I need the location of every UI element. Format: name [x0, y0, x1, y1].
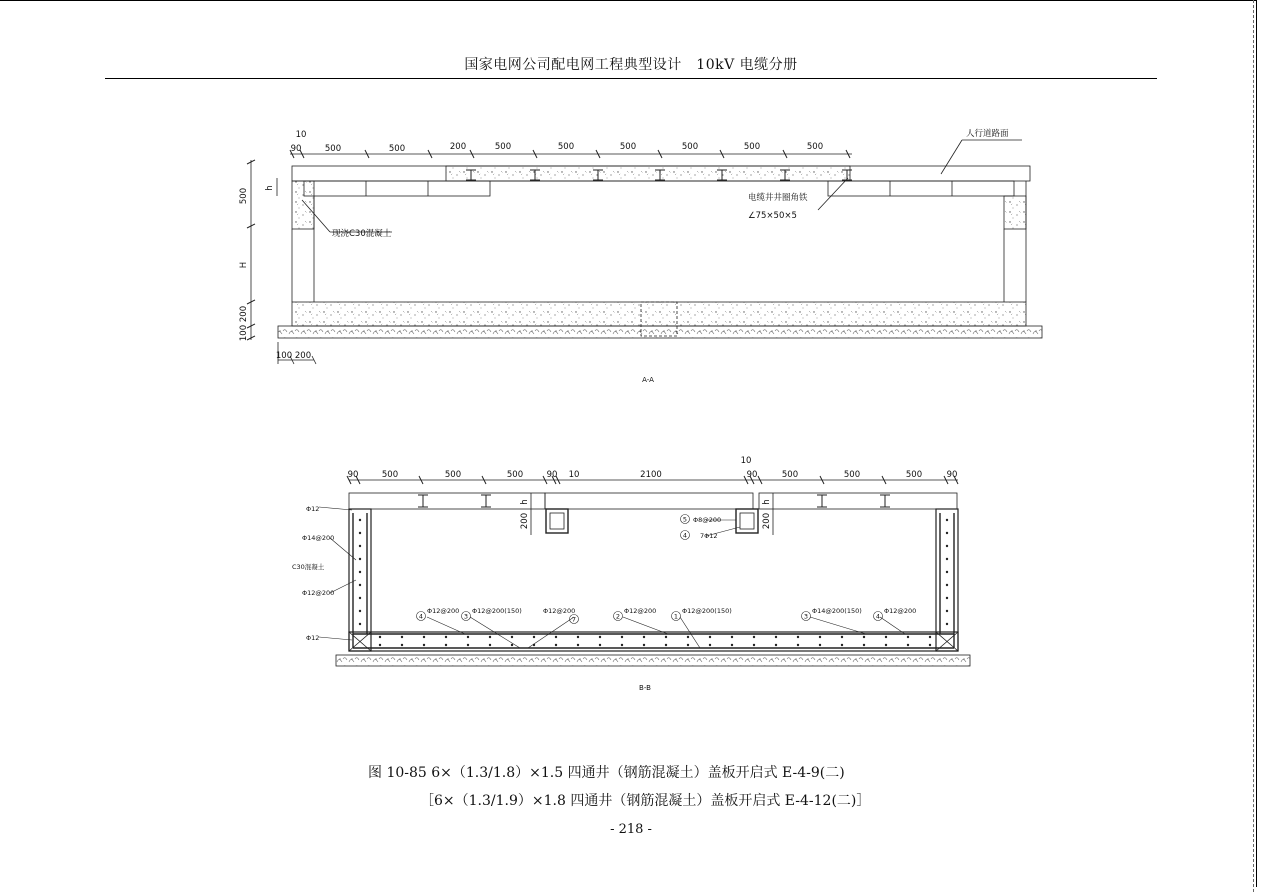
- bb-rebar-dots: [359, 519, 948, 646]
- bb-left-label-0: Φ12: [306, 505, 320, 513]
- rebar-dot: [709, 644, 711, 646]
- bb-rebar-labels: [417, 512, 917, 624]
- bb-dim-10: 500: [905, 470, 923, 480]
- bb-dim-4: 90: [546, 470, 558, 480]
- aa-dim-side-h: h: [265, 185, 275, 191]
- page-number: - 218 -: [610, 822, 652, 837]
- rebar-dot: [643, 644, 645, 646]
- rebar-dot: [946, 545, 948, 547]
- aa-dim-top-0: 500: [324, 144, 342, 154]
- bb-dim-1: 500: [381, 470, 399, 480]
- rebar-dot: [359, 571, 361, 573]
- aa-dim-top-2: 200: [449, 142, 467, 152]
- bb-dim-3: 500: [506, 470, 524, 480]
- rebar-dot: [533, 644, 535, 646]
- bb-beam-label-0: Φ8@200: [693, 516, 722, 524]
- rebar-dot: [359, 532, 361, 534]
- bb-dim-7: 90: [746, 470, 758, 480]
- aa-dim-top-7: 500: [743, 142, 761, 152]
- bb-dim-h-left: h: [520, 499, 530, 505]
- aa-concrete-label: 现浇C30混凝土: [332, 229, 392, 239]
- aa-dim-top-3: 500: [494, 142, 512, 152]
- aa-dim-top-6: 500: [681, 142, 699, 152]
- rebar-dot: [359, 558, 361, 560]
- bb-section-label: B-B: [639, 684, 651, 692]
- bb-dim-10-top: 10: [740, 456, 752, 466]
- figure-caption-line1: 图 10-85 6×（1.3/1.8）×1.5 四通井（钢筋混凝土）盖板开启式 E-4-9(二): [368, 765, 845, 781]
- bb-dim-5: 10: [568, 470, 580, 480]
- aa-section-label: A-A: [642, 376, 654, 384]
- bb-beam-left: [546, 509, 568, 533]
- bb-marker-1: 3: [463, 612, 469, 621]
- rebar-dot: [445, 644, 447, 646]
- rebar-dot: [621, 636, 623, 638]
- rebar-dot: [687, 636, 689, 638]
- bb-marker-3: 2: [615, 612, 621, 621]
- bb-dim-9: 500: [843, 470, 861, 480]
- rebar-dot: [863, 644, 865, 646]
- rebar-dot: [359, 623, 361, 625]
- rebar-dot: [599, 636, 601, 638]
- aa-dim-bottom-0: 100: [275, 351, 293, 361]
- bb-beam-right: [736, 509, 758, 533]
- rebar-dot: [533, 636, 535, 638]
- rebar-dot: [555, 644, 557, 646]
- aa-floor-slab: [292, 302, 1026, 326]
- aa-dim-bottom-1: 200: [294, 351, 312, 361]
- rebar-dot: [753, 644, 755, 646]
- rebar-dot: [775, 636, 777, 638]
- rebar-dot: [489, 644, 491, 646]
- rebar-dot: [731, 644, 733, 646]
- aa-cover-plate-left: [304, 181, 490, 196]
- bb-left-label-1: Φ14@200: [302, 534, 335, 542]
- rebar-dot: [929, 636, 931, 638]
- rebar-dot: [946, 519, 948, 521]
- rebar-dot: [643, 636, 645, 638]
- rebar-dot: [841, 636, 843, 638]
- rebar-dot: [445, 636, 447, 638]
- bb-left-labels: [292, 505, 334, 642]
- rebar-dot: [797, 636, 799, 638]
- bb-rebar-label-6: Φ12@200: [884, 607, 917, 615]
- bb-beam-marker-1: 4: [682, 531, 688, 540]
- rebar-dot: [577, 644, 579, 646]
- rebar-dot: [709, 636, 711, 638]
- bb-rebar-label-5: Φ14@200(150): [812, 607, 862, 615]
- rebar-dot: [775, 644, 777, 646]
- bb-cover-right: [759, 493, 957, 509]
- rebar-dot: [599, 644, 601, 646]
- bb-dim-h-right: h: [762, 499, 772, 505]
- rebar-dot: [907, 636, 909, 638]
- bb-beam-marker-0: 5: [682, 515, 688, 524]
- rebar-dot: [885, 636, 887, 638]
- rebar-dot: [467, 644, 469, 646]
- bb-marker-2: 7: [571, 615, 577, 624]
- bb-dimension-texts: [348, 456, 958, 529]
- rebar-dot: [819, 644, 821, 646]
- bb-left-label-3: Φ12@200: [302, 589, 335, 597]
- rebar-dot: [946, 610, 948, 612]
- bb-dim-200-left: 200: [520, 512, 530, 530]
- bb-marker-0: 4: [418, 612, 424, 621]
- rebar-dot: [885, 644, 887, 646]
- bb-rebar-label-4: Φ12@200(150): [682, 607, 732, 615]
- aa-dim-side-100: 100: [239, 324, 249, 342]
- bb-rebar-label-3: Φ12@200: [624, 607, 657, 615]
- aa-dim-side-H: H: [239, 261, 249, 269]
- rebar-dot: [946, 623, 948, 625]
- rebar-dot: [863, 636, 865, 638]
- bb-dim-0: 90: [347, 470, 359, 480]
- aa-walkway-leader: [941, 140, 962, 174]
- bb-cover-center: [545, 493, 753, 509]
- bb-i-beams: [418, 495, 890, 507]
- aa-walkway-label: 人行道路面: [966, 129, 1009, 139]
- rebar-dot: [423, 636, 425, 638]
- rebar-dot: [797, 644, 799, 646]
- rebar-dot: [423, 644, 425, 646]
- bb-dim-200-right: 200: [762, 512, 772, 530]
- rebar-dot: [907, 644, 909, 646]
- bb-dim-2: 500: [444, 470, 462, 480]
- rebar-dot: [946, 571, 948, 573]
- aa-dim-top-5: 500: [619, 142, 637, 152]
- bb-dim-6: 2100: [640, 470, 662, 480]
- bb-marker-5: 3: [803, 612, 809, 621]
- rebar-dot: [577, 636, 579, 638]
- aa-dim-90: 90: [290, 144, 302, 154]
- bb-left-label-2: C30混凝土: [292, 563, 325, 571]
- rebar-dot: [511, 636, 513, 638]
- aa-cover-plate-right: [828, 181, 1014, 196]
- bb-marker-4: 1: [673, 612, 679, 621]
- rebar-dot: [511, 644, 513, 646]
- bb-cover-left: [349, 493, 545, 509]
- rebar-dot: [359, 610, 361, 612]
- aa-well-ring: [446, 166, 850, 181]
- section-aa: [247, 140, 1042, 364]
- rebar-dot: [946, 597, 948, 599]
- bb-rebar-label-0: Φ12@200: [427, 607, 460, 615]
- rebar-dot: [401, 644, 403, 646]
- rebar-dot: [929, 644, 931, 646]
- rebar-dot: [841, 644, 843, 646]
- rebar-dot: [946, 532, 948, 534]
- aa-angle-leader: [818, 178, 848, 210]
- aa-wall-right-top: [1004, 196, 1026, 229]
- rebar-dot: [489, 636, 491, 638]
- rebar-dot: [359, 519, 361, 521]
- rebar-dot: [946, 584, 948, 586]
- rebar-dot: [731, 636, 733, 638]
- bb-rebar-label-2: Φ12@200: [543, 607, 576, 615]
- rebar-dot: [621, 644, 623, 646]
- rebar-dot: [379, 644, 381, 646]
- aa-angle-spec: ∠75×50×5: [748, 211, 797, 221]
- rebar-dot: [665, 636, 667, 638]
- bb-left-label-4: Φ12: [306, 634, 320, 642]
- rebar-dot: [819, 636, 821, 638]
- rebar-dot: [946, 558, 948, 560]
- rebar-dot: [665, 644, 667, 646]
- aa-angle-label: 电缆井井圈角铁: [748, 193, 808, 203]
- rebar-dot: [687, 644, 689, 646]
- aa-dim-10: 10: [295, 130, 307, 140]
- aa-dim-top-8: 500: [806, 142, 824, 152]
- rebar-dot: [467, 636, 469, 638]
- figure-caption-line2: ［6×（1.3/1.9）×1.8 四通井（钢筋混凝土）盖板开启式 E-4-12(二)］: [420, 793, 871, 809]
- aa-wall-left-top: [292, 181, 314, 229]
- rebar-dot: [359, 584, 361, 586]
- aa-dim-top-1: 500: [388, 144, 406, 154]
- rebar-dot: [359, 545, 361, 547]
- bb-rebar-leaders: [319, 507, 905, 648]
- rebar-dot: [401, 636, 403, 638]
- bb-dim-8: 500: [781, 470, 799, 480]
- bb-beam-label-1: 7Φ12: [700, 532, 718, 540]
- bb-rebar-label-1: Φ12@200(150): [472, 607, 522, 615]
- aa-dim-top-4: 500: [557, 142, 575, 152]
- bb-gravel-bed: [336, 655, 970, 666]
- rebar-dot: [379, 636, 381, 638]
- aa-dim-side-200: 200: [239, 305, 249, 323]
- rebar-dot: [555, 636, 557, 638]
- aa-dim-side-500: 500: [239, 187, 249, 205]
- bb-marker-6: 4: [875, 612, 881, 621]
- bb-dim-11: 90: [946, 470, 958, 480]
- header-title: 国家电网公司配电网工程典型设计 10kV 电缆分册: [464, 57, 798, 73]
- rebar-dot: [359, 597, 361, 599]
- rebar-dot: [753, 636, 755, 638]
